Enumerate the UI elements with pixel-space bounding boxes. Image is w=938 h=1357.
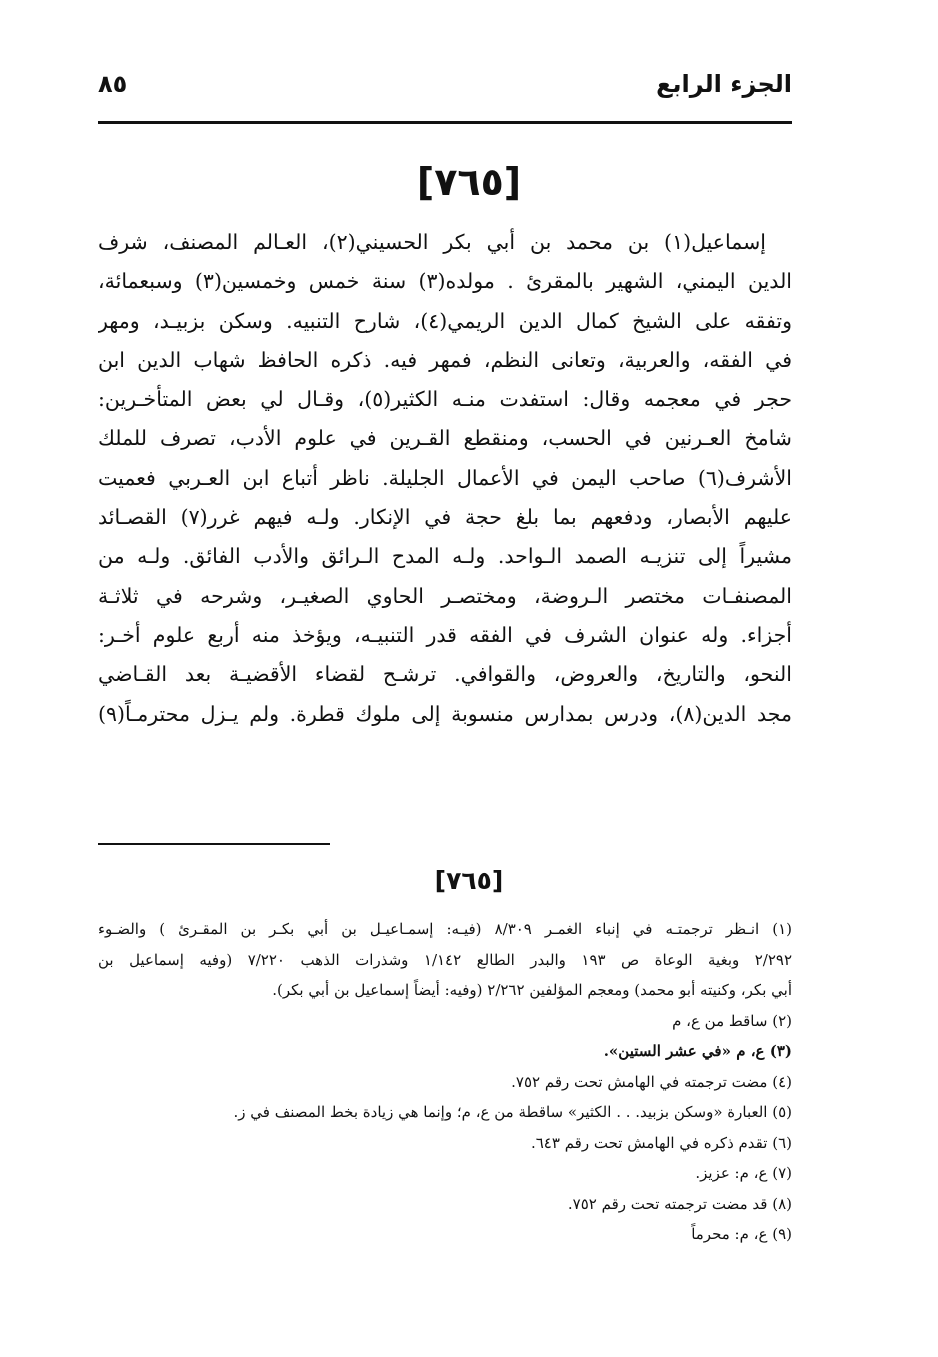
footnotes (98, 914, 792, 1250)
footnote-entry-number: [٧٦٥] (434, 866, 504, 895)
header-rule (98, 121, 792, 124)
footnote-rule (98, 843, 330, 845)
main-text-line: النحو، والتاريخ، والعروض، والقوافي. ترشـح لقضاء الأقضيـة بعد القـاضي (98, 662, 792, 687)
footnote-line: (١) انـظر ترجمتـه في إنباء الغمـر ٨/٣٠٩ (فيـه: إسمـاعيـل بن أبي بكـر بن المقـرئ ) والضـوء (98, 920, 792, 938)
footnote-line: (٢) ساقط من ع، م (672, 1011, 792, 1030)
footnote-line: ٢/٢٩٢ وبغية الوعاة ص ١٩٣ والبدر الطالع ١/١٤٢ وشذرات الذهب ٧/٢٢٠ (وفيه إسماعيل بن (98, 950, 792, 969)
main-text-line: المصنفـات مختصر الـروضة، ومختصـر الحاوي الصغيـر، وشرحه في ثلاثـة (98, 583, 792, 608)
main-text-line: مجد الدين(٨)، ودرس بمدارس منسوبة إلى ملوك قطرة. ولم يـزل محترمـاً(٩) (98, 701, 792, 726)
footnote-line: (٤) مضت ترجمته في الهامش تحت رقم ٧٥٢. (511, 1072, 792, 1091)
main-text-line: شامخ العـرنين في الحسب، ومنقطع القـرين في علوم الأدب، تصرف للملك (98, 426, 792, 451)
main-text-line: عليهم الأبصار، ودفعهم بما بلغ حجة في الإنكار. ولـه فيهم غرر(٧) القصـائد (98, 505, 792, 530)
running-title: الجزء الرابع (656, 70, 792, 98)
main-text-line: الأشرف(٦) صاحب اليمن في الأعمال الجليلة. ناظر أتباع ابن العـربي فعميت (98, 465, 792, 490)
main-text-line: حجر في معجمه وقال: استفدت منـه الكثير(٥)، وقـال لي بعض المتأخـرين: (98, 387, 792, 412)
main-text-line: مشيراً إلى تنزيـه الصمد الـواحد. ولـه المدح الـرائق والأدب الفائق. ولـه من (98, 544, 792, 569)
footnote-line: (٨) قد مضت ترجمته تحت رقم ٧٥٢. (567, 1194, 792, 1213)
main-text-line: في الفقه، والعربية، وتعانى النظم، فمهر فيه. ذكره الحافظ شهاب الدين ابن (98, 347, 792, 372)
main-text-line: أجزاء. وله عنوان الشرف في الفقه قدر التنبيـه، ويؤخذ منه أربع علوم أخـر: (98, 622, 792, 647)
page-number: ٨٥ (98, 70, 128, 98)
main-text (98, 223, 792, 734)
footnote-line: (٩) ع، م: محرماً (691, 1225, 792, 1243)
footnote-line: (٦) تقدم ذكره في الهامش تحت رقم ٦٤٣. (530, 1133, 792, 1152)
entry-number: [٧٦٥] (416, 160, 522, 204)
footnote-line: (٥) العبارة «وسكن بزبيد. . . الكثير» ساقطة من ع، م؛ وإنما هي زيادة بخط المصنف في ز. (233, 1103, 792, 1121)
main-text-line: إسماعيل(١) بن محمد بن أبي بكر الحسيني(٢)، العـالم المصنف، شرف (98, 230, 766, 254)
footnote-line: (٣) ع، م «في عشر الستين». (603, 1042, 792, 1060)
main-text-line: الدين اليمني، الشهير بالمقرئ . مولده(٣) سنة خمس وخمسين(٣) وسبعمائة، (98, 269, 792, 294)
footnote-line: أبي بكر، وكنيته أبو محمد) ومعجم المؤلفين ٢/٢٦٢ (وفيه: أيضاً إسماعيل بن أبي بكر). (272, 981, 792, 999)
footnote-line: (٧) ع، م: عزيز. (695, 1164, 792, 1182)
running-head (98, 66, 792, 110)
main-text-line: وتفقه على الشيخ كمال الدين الريمي(٤)، شارح التنبيه. وسكن بزبيـد، ومهر (98, 308, 792, 333)
